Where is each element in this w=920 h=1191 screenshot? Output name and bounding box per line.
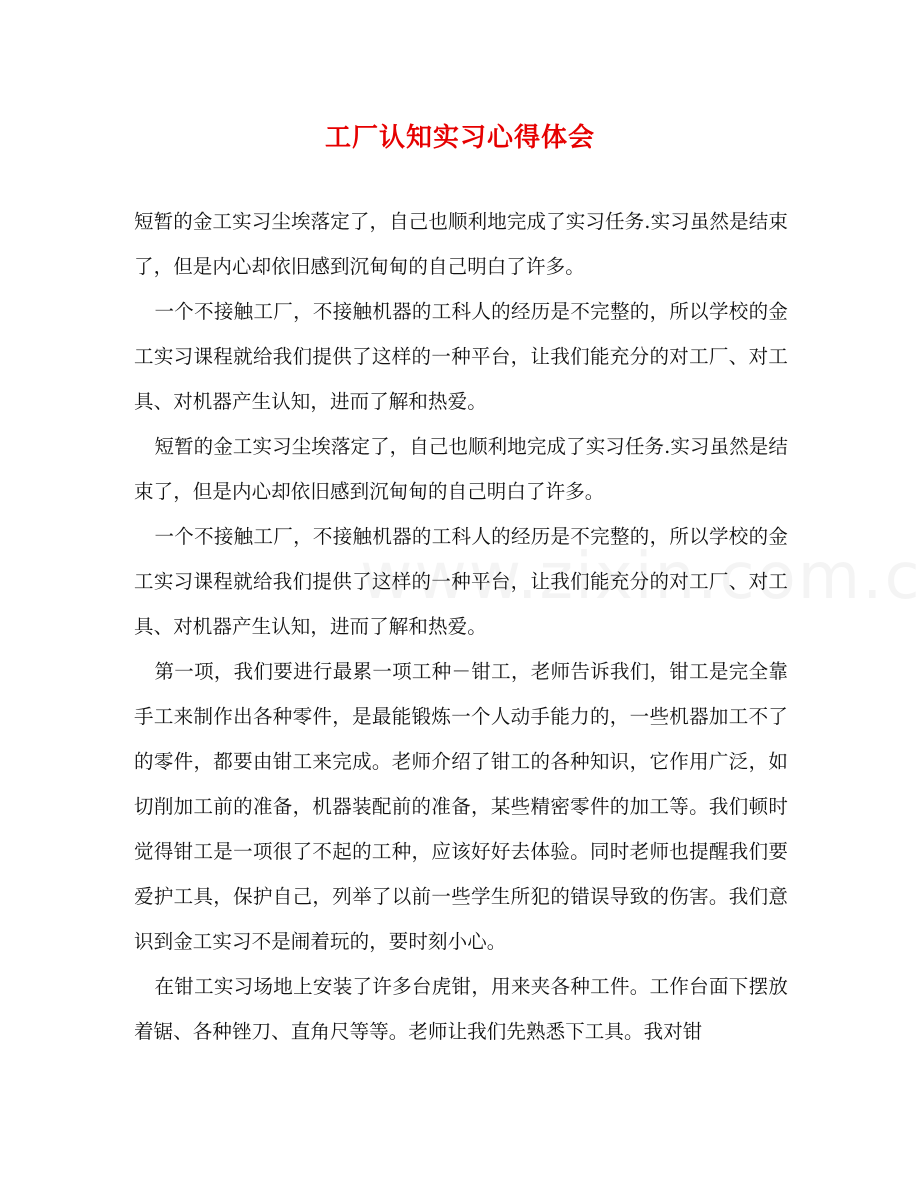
document-title: 工厂认知实习心得体会 xyxy=(324,123,595,153)
paragraph-5: 第一项，我们要进行最累一项工种－钳工，老师告诉我们，钳工是完全靠手工来制作出各种零件，是最能锻炼一个人动手能力的，一些机器加工不了的零件，都要由钳工来完成。老师介绍了钳工的各种知识，它作用广泛，如切削加工前的准备，机器装配前的准备，某些精密零件的加工等。我们顿时觉得钳工是一项很了不起的工种，应该好好去体验。同时老师也提醒我们要爱护工具，保护自己，列举了以前一些学生所犯的错误导致的伤害。我们意识到金工实习不是闹着玩的，要时刻小心。 xyxy=(134,660,788,953)
paragraph-2: 一个不接触工厂，不接触机器的工科人的经历是不完整的，所以学校的金工实习课程就给我们提供了这样的一种平台，让我们能充分的对工厂、对工具、对机器产生认知，进而了解和热爱。 xyxy=(134,300,788,413)
document-body xyxy=(134,199,788,1054)
paragraph-1: 短暂的金工实习尘埃落定了，自己也顺利地完成了实习任务.实习虽然是结束了，但是内心却依旧感到沉甸甸的自己明白了许多。 xyxy=(134,210,788,278)
paragraph-3: 短暂的金工实习尘埃落定了，自己也顺利地完成了实习任务.实习虽然是结束了，但是内心却依旧感到沉甸甸的自己明白了许多。 xyxy=(134,435,788,503)
paragraph-4: 一个不接触工厂，不接触机器的工科人的经历是不完整的，所以学校的金工实习课程就给我们提供了这样的一种平台，让我们能充分的对工厂、对工具、对机器产生认知，进而了解和热爱。 xyxy=(134,525,788,638)
paragraph-6: 在钳工实习场地上安装了许多台虎钳，用来夹各种工件。工作台面下摆放着锯、各种锉刀、直角尺等等。老师让我们先熟悉下工具。我对钳 xyxy=(134,975,788,1043)
